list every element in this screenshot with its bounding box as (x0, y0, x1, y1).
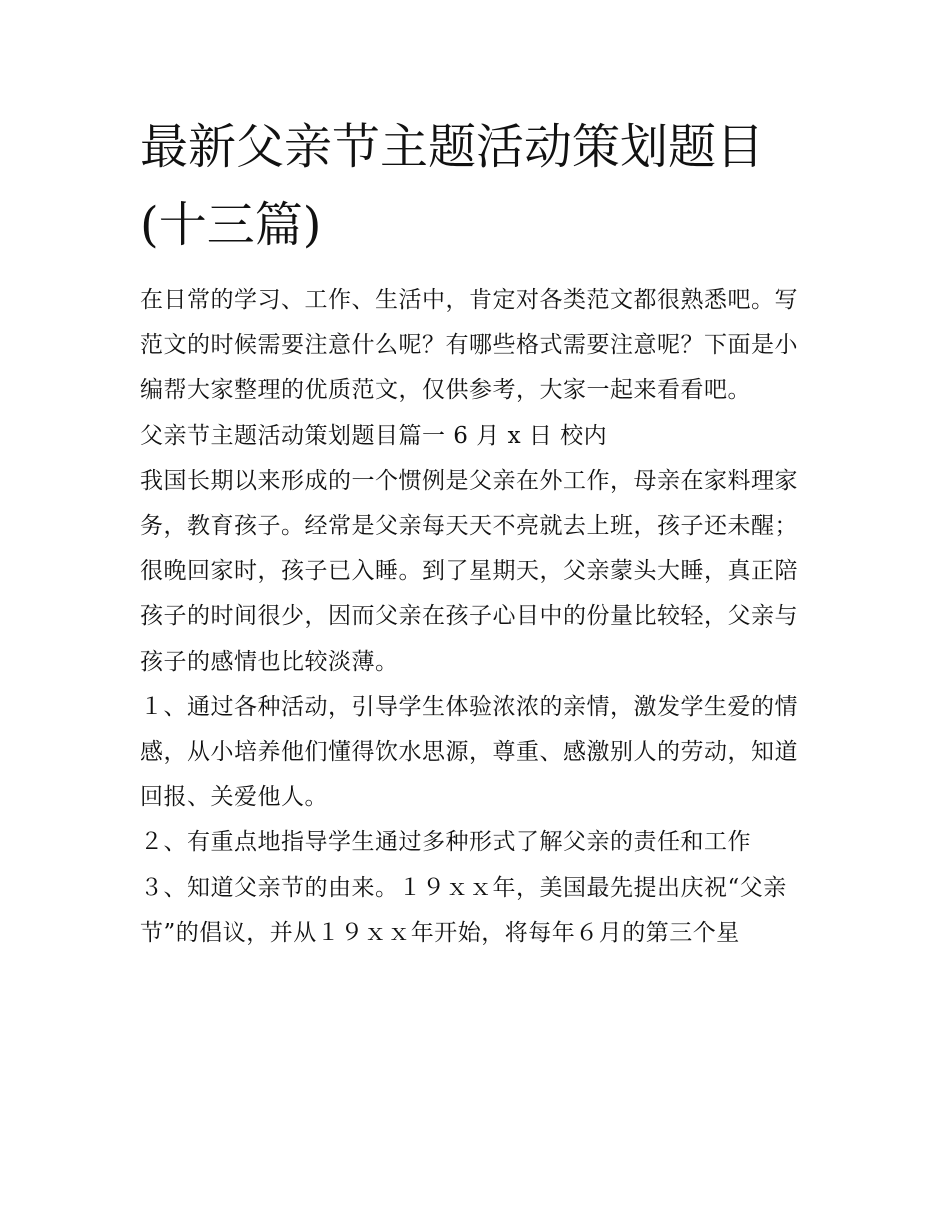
goal-item-1: １、通过各种活动，引导学生体验浓浓的亲情，激发学生爱的情感，从小培养他们懂得饮水思源，尊重、感激别人的劳动，知道回报、关爱他人。 (140, 693, 798, 811)
document-body (140, 278, 820, 956)
goal-item-3: ３、知道父亲节的由来。１９ｘｘ年，美国最先提出庆祝“父亲节”的倡议，并从１９ｘｘ年开始，将每年６月的第三个星 (140, 874, 787, 946)
document-title: 最新父亲节主题活动策划题目(十三篇) (140, 119, 765, 253)
section-heading: 父亲节主题活动策划题目篇一 6 月 x 日 校内 (140, 422, 608, 449)
background-paragraph: 我国长期以来形成的一个惯例是父亲在外工作，母亲在家料理家务，教育孩子。经常是父亲每天天不亮就去上班，孩子还未醒；很晚回家时，孩子已入睡。到了星期天，父亲蒙头大睡，真正陪孩子的时间很少，因而父亲在孩子心目中的份量比较轻，父亲与孩子的感情也比较淡薄。 (140, 467, 798, 675)
goal-item-2: ２、有重点地指导学生通过多种形式了解父亲的责任和工作 (140, 829, 751, 856)
intro-paragraph: 在日常的学习、工作、生活中，肯定对各类范文都很熟悉吧。写范文的时候需要注意什么呢？有哪些格式需要注意呢？下面是小编帮大家整理的优质范文，仅供参考，大家一起来看看吧。 (140, 287, 798, 404)
